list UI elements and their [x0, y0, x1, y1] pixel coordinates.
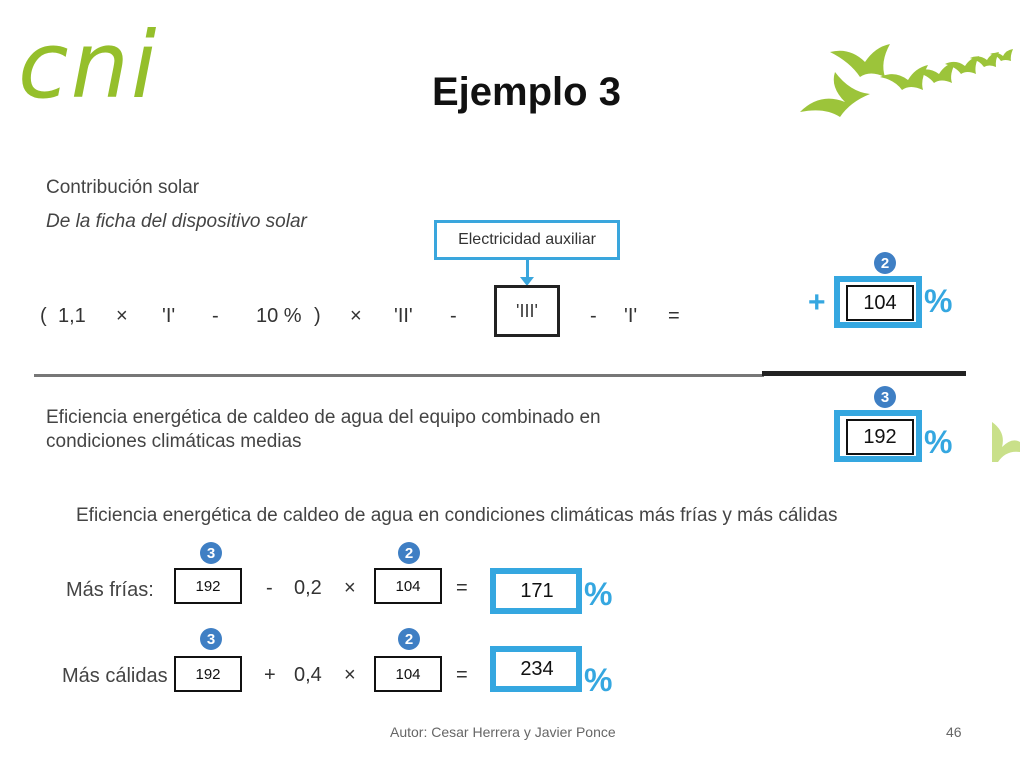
combined-percent: % [924, 424, 953, 460]
warmer-op: + [264, 664, 276, 686]
plus-sign: + [808, 286, 826, 319]
solar-subheading: De la ficha del dispositivo solar [46, 211, 307, 232]
formula-close: ) [314, 305, 321, 327]
page-number: 46 [946, 724, 962, 740]
colder-value-3: 192 [174, 568, 242, 604]
bird-fragment-icon [992, 412, 1020, 462]
formula-minus3: - [590, 305, 597, 327]
badge-2-colder: 2 [398, 542, 420, 564]
colder-op: - [266, 577, 273, 599]
colder-label: Más frías: [66, 579, 154, 601]
formula-minus2: - [450, 305, 457, 327]
colder-equals: = [456, 577, 468, 599]
formula-equals: = [668, 305, 680, 327]
badge-3-colder: 3 [200, 542, 222, 564]
solar-result-frame [834, 276, 922, 328]
warmer-result-frame [490, 646, 582, 692]
warmer-value-3: 192 [174, 656, 242, 692]
cni-logo: cni [18, 12, 159, 119]
warmer-result-value: 234 [504, 652, 570, 686]
combined-text: Eficiencia energética de caldeo de agua del equipo combinado en condiciones climáticas medias [46, 407, 601, 452]
callout-auxiliary-electricity: Electricidad auxiliar [434, 220, 620, 260]
colder-result-frame [490, 568, 582, 614]
formula-I-a: 'I' [162, 305, 176, 327]
warmer-equals: = [456, 664, 468, 686]
page-title: Ejemplo 3 [432, 70, 621, 114]
formula-II: 'II' [394, 305, 413, 327]
formula-I-b: 'I' [624, 305, 638, 327]
combined-result-frame [834, 410, 922, 462]
badge-3: 3 [874, 386, 896, 408]
formula-percent: 10 % [256, 305, 302, 327]
badge-3-warmer: 3 [200, 628, 222, 650]
colder-percent: % [584, 576, 613, 612]
formula-III-box: 'III' [494, 285, 560, 337]
climates-heading: Eficiencia energética de caldeo de agua en condiciones climáticas más frías y más cálidas [76, 505, 838, 526]
warmer-label: Más cálidas [62, 665, 168, 687]
badge-2-warmer: 2 [398, 628, 420, 650]
colder-factor: 0,2 [294, 577, 322, 599]
formula-times1: × [116, 305, 128, 327]
warmer-factor: 0,4 [294, 664, 322, 686]
solar-heading: Contribución solar [46, 177, 200, 198]
combined-result-value: 192 [846, 419, 914, 455]
formula-minus1: - [212, 305, 219, 327]
badge-2: 2 [874, 252, 896, 274]
colder-value-2: 104 [374, 568, 442, 604]
divider-thick [762, 371, 966, 376]
warmer-times: × [344, 664, 356, 686]
solar-percent: % [924, 283, 953, 319]
birds-icon [790, 32, 1020, 127]
colder-result-value: 171 [504, 574, 570, 608]
solar-result-value: 104 [846, 285, 914, 321]
formula-open: ( [40, 305, 47, 327]
divider-thin [34, 374, 764, 377]
warmer-percent: % [584, 662, 613, 698]
colder-times: × [344, 577, 356, 599]
formula-times2: × [350, 305, 362, 327]
warmer-value-2: 104 [374, 656, 442, 692]
footer-author: Autor: Cesar Herrera y Javier Ponce [390, 724, 616, 740]
formula-factor: 1,1 [58, 305, 86, 327]
